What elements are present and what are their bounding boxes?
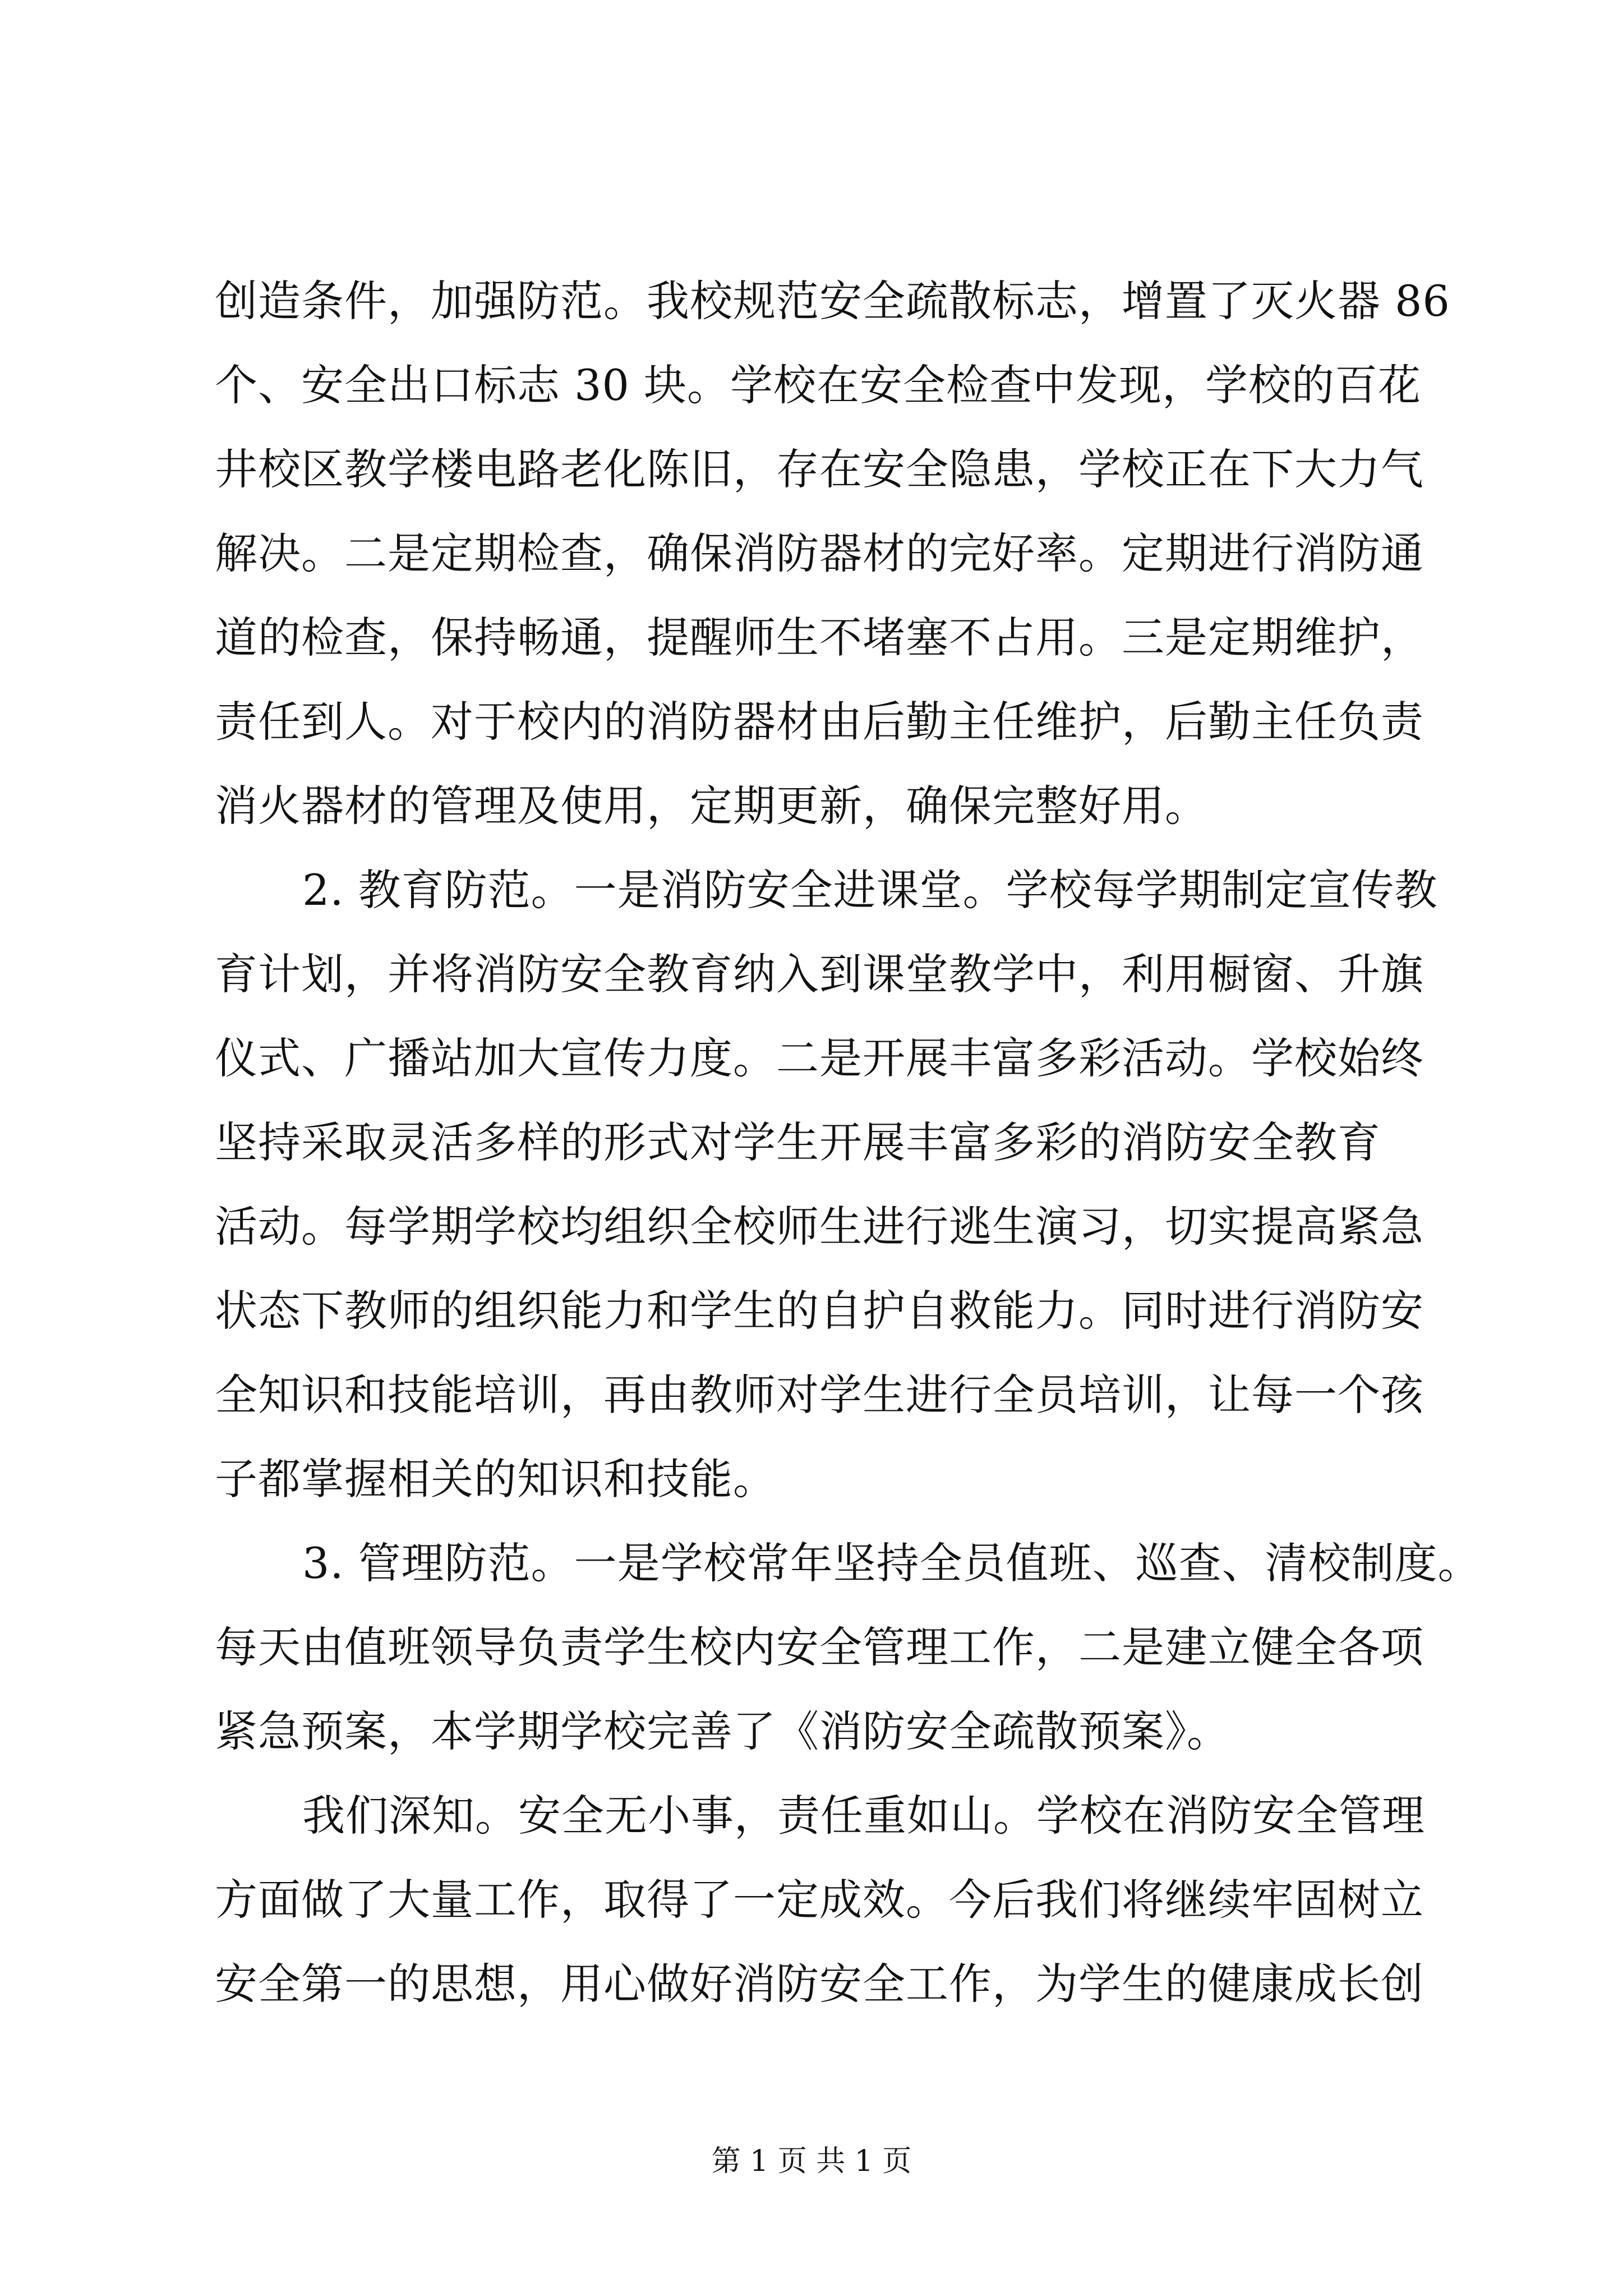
page-number-footer: 第 1 页 共 1 页 [711, 2145, 912, 2178]
text-line: 道的检查，保持畅通，提醒师生不堵塞不占用。三是定期维护， [215, 613, 1424, 662]
text-line: 状态下教师的组织能力和学生的自护自救能力。同时进行消防安 [215, 1286, 1424, 1336]
text-line: 责任到人。对于校内的消防器材由后勤主任维护，后勤主任负责 [215, 697, 1424, 747]
text-line: 消火器材的管理及使用，定期更新，确保完整好用。 [215, 781, 1208, 831]
text-line: 子都掌握相关的知识和技能。 [215, 1454, 776, 1504]
paragraph-3-first-line: 3. 管理防范。一是学校常年坚持全员值班、巡查、清校制度。 [302, 1538, 1481, 1588]
text-line: 育计划，并将消防安全教育纳入到课堂教学中，利用橱窗、升旗 [215, 949, 1424, 999]
paragraph-2-first-line: 2. 教育防范。一是消防安全进课堂。学校每学期制定宣传教 [302, 865, 1438, 915]
text-line: 井校区教学楼电路老化陈旧，存在安全隐患，学校正在下大力气 [215, 444, 1424, 494]
text-line: 安全第一的思想，用心做好消防安全工作，为学生的健康成长创 [215, 1959, 1424, 2009]
text-line: 坚持采取灵活多样的形式对学生开展丰富多彩的消防安全教育 [215, 1117, 1381, 1167]
text-line: 全知识和技能培训，再由教师对学生进行全员培训，让每一个孩 [215, 1370, 1424, 1420]
text-line: 仪式、广播站加大宣传力度。二是开展丰富多彩活动。学校始终 [215, 1033, 1424, 1083]
paragraph-4-first-line: 我们深知。安全无小事，责任重如山。学校在消防安全管理 [302, 1791, 1425, 1841]
text-line: 每天由值班领导负责学生校内安全管理工作，二是建立健全各项 [215, 1622, 1424, 1672]
text-line: 解决。二是定期检查，确保消防器材的完好率。定期进行消防通 [215, 528, 1424, 578]
text-line: 紧急预案，本学期学校完善了《消防安全疏散预案》。 [215, 1706, 1230, 1756]
text-line: 方面做了大量工作，取得了一定成效。今后我们将继续牢固树立 [215, 1875, 1424, 1925]
text-line: 活动。每学期学校均组织全校师生进行逃生演习，切实提高紧急 [215, 1202, 1424, 1251]
text-line: 创造条件，加强防范。我校规范安全疏散标志，增置了灭火器 86 [215, 276, 1450, 326]
text-line: 个、安全出口标志 30 块。学校在安全检查中发现，学校的百花 [215, 360, 1422, 410]
